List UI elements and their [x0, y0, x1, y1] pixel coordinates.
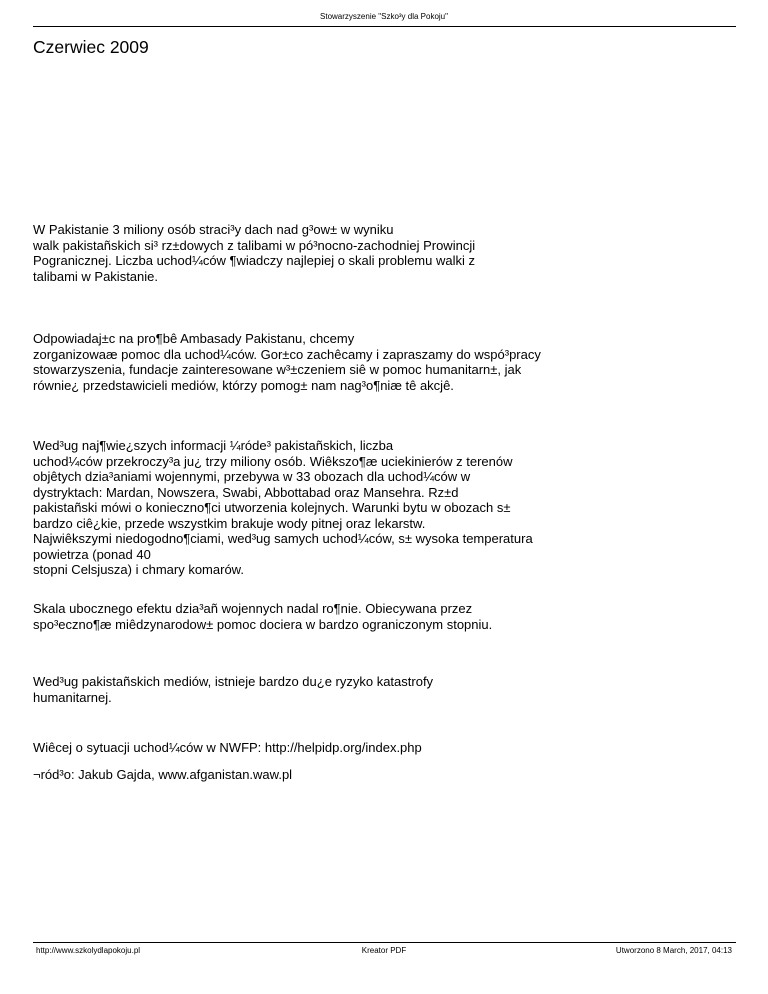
paragraph-side-effects: Skala ubocznego efektu dzia³añ wojennych nadal ro¶nie. Obiecywana przez spo³eczno¶æ miêdzynarodow± pomoc dociera w bardzo ograniczonym stopniu.: [33, 601, 493, 632]
paragraph-call-for-help: Odpowiadaj±c na pro¶bê Ambasady Pakistanu, chcemy zorganizowaæ pomoc dla uchod¼ców. Gor±co zachêcamy i zapraszamy do wspó³pracy stowarzyszenia, fundacje zainteresowane w³±czeniem siê w pomoc humanitarn±, jak równie¿ przedstawicieli mediów, którzy pomog± nam nag³o¶niæ tê akcjê.: [33, 331, 541, 393]
footer-url: http://www.szkolydlapokoju.pl: [36, 946, 141, 955]
footer-created-date: Utworzono 8 March, 2017, 04:13: [615, 946, 732, 955]
footer-divider: [33, 942, 736, 943]
paragraph-source: ¬ród³o: Jakub Gajda, www.afganistan.waw.pl: [33, 767, 293, 782]
page-header: Stowarzyszenie "Szko³y dla Pokoju": [320, 12, 448, 21]
paragraph-refugee-count: W Pakistanie 3 miliony osób straci³y dach nad g³ow± w wyniku walk pakistañskich si³ rz±dowych z talibami w pó³nocno-zachodniej Prowincji Pogranicznej. Liczba uchod¼ców ¶wiadczy najlepiej o skali problemu walki z talibami w Pakistanie.: [33, 222, 476, 284]
paragraph-humanitarian-risk: Wed³ug pakistañskich mediów, istnieje bardzo du¿e ryzyko katastrofy humanitarnej.: [33, 674, 434, 705]
paragraph-camp-conditions: Wed³ug naj¶wie¿szych informacji ¼róde³ pakistañskich, liczba uchod¼ców przekroczy³a ju¿ trzy miliony osób. Wiêkszo¶æ uciekinierów z terenów objêtych dzia³aniami wojennymi, przebywa w 33 obozach dla uchod¼ców w dystryktach: Mardan, Nowszera, Swabi, Abbottabad oraz Mansehra. Rz±d pakistañski mówi o konieczno¶ci utworzenia kolejnych. Warunki bytu w obozach s± bardzo ciê¿kie, przede wszystkim brakuje wody pitnej oraz lekarstw. Najwiêkszymi niedogodno¶ciami, wed³ug samych uchod¼ców, s± wysoka temperatura powietrza (ponad 40 stopni Celsjusza) i chmary komarów.: [33, 438, 533, 577]
paragraph-more-info-link: Wiêcej o sytuacji uchod¼ców w NWFP: http://helpidp.org/index.php: [33, 740, 422, 755]
footer-generator: Kreator PDF: [361, 946, 407, 955]
page-title: Czerwiec 2009: [33, 37, 149, 57]
header-divider: [33, 26, 736, 27]
